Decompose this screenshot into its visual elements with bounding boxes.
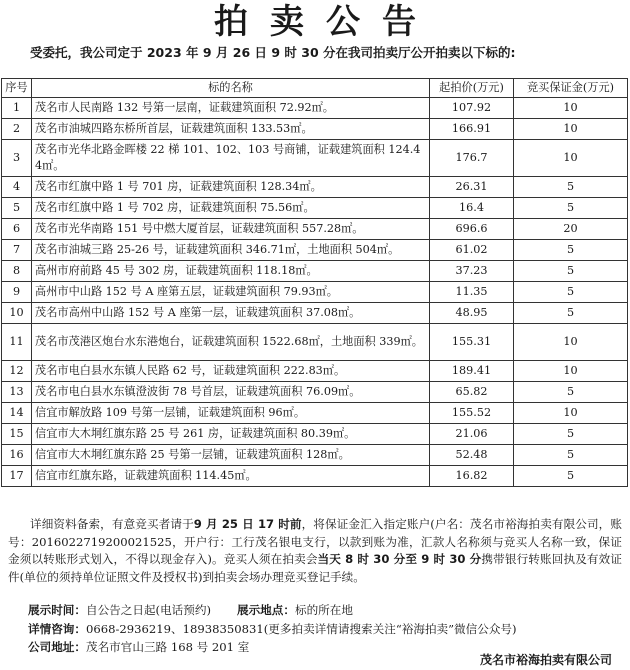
row-name: 信宜市红旗东路，证载建筑面积 114.45㎡。	[32, 466, 430, 487]
row-name: 茂名市电白县水东镇澄波街 78 号首层，证载建筑面积 76.09㎡。	[32, 382, 430, 403]
row-no: 6	[2, 219, 32, 240]
contact-label: 详情咨询：	[28, 622, 86, 636]
row-price: 155.52	[430, 403, 514, 424]
row-no: 11	[2, 324, 32, 361]
display-place-label: 展示地点：	[236, 603, 295, 617]
row-no: 10	[2, 303, 32, 324]
row-price: 21.06	[430, 424, 514, 445]
row-price: 37.23	[430, 261, 514, 282]
address-line	[28, 638, 249, 656]
row-name: 茂名市油城四路东桥所首层，证载建筑面积 133.53㎡。	[32, 119, 430, 140]
row-price: 11.35	[430, 282, 514, 303]
row-deposit: 5	[514, 177, 628, 198]
row-deposit: 5	[514, 382, 628, 403]
intro-text: 受委托，我公司定于 2023 年 9 月 26 日 9 时 30 分在我司拍卖厅公开拍卖以下标的:	[30, 45, 516, 60]
table-row	[2, 403, 628, 424]
row-name: 茂名市光华南路 151 号中燃大厦首层，证载建筑面积 557.28㎡。	[32, 219, 430, 240]
row-no: 2	[2, 119, 32, 140]
address-label: 公司地址：	[28, 640, 86, 654]
header-name: 标的名称	[32, 79, 430, 98]
row-name: 茂名市人民南路 132 号第一层南，证载建筑面积 72.92㎡。	[32, 98, 430, 119]
row-deposit: 5	[514, 240, 628, 261]
contact-value: 0668-2936219、18938350831(更多拍卖详情请搜索关注“裕海拍卖”微信公众号)	[85, 622, 517, 636]
row-no: 8	[2, 261, 32, 282]
table-row	[2, 240, 628, 261]
row-price: 26.31	[430, 177, 514, 198]
row-no: 5	[2, 198, 32, 219]
row-price: 48.95	[430, 303, 514, 324]
row-no: 17	[2, 466, 32, 487]
row-deposit: 10	[514, 140, 628, 177]
row-deposit: 10	[514, 324, 628, 361]
table-row	[2, 424, 628, 445]
row-no: 13	[2, 382, 32, 403]
row-price: 65.82	[430, 382, 514, 403]
row-price: 16.4	[430, 198, 514, 219]
page-title: 拍卖公告	[214, 2, 438, 42]
table-row	[2, 303, 628, 324]
auction-lots-table	[1, 78, 628, 487]
row-name: 高州市府前路 45 号 302 房，证载建筑面积 118.18㎡。	[32, 261, 430, 282]
row-name: 信宜市大木垌红旗东路 25 号 261 房，证载建筑面积 80.39㎡。	[32, 424, 430, 445]
row-price: 696.6	[430, 219, 514, 240]
table-header-row	[2, 79, 628, 98]
notice-text-c: ，将保证金汇入指定账户(户名：茂名市裕海拍卖有限公司，账号：2016022719200021525，开户行：工行茂名银电支行，以款到账为准，汇款人名称须与竞买人名称一致，保证金须以转账形式划入，不得以现金存入)。竞买人须在拍卖会	[8, 517, 622, 566]
row-price: 155.31	[430, 324, 514, 361]
table-row	[2, 382, 628, 403]
table-row	[2, 98, 628, 119]
row-name: 茂名市光华北路金晖楼 22 梯 101、102、103 号商铺，证载建筑面积 124.44㎡。	[32, 140, 430, 177]
row-no: 1	[2, 98, 32, 119]
row-name: 茂名市油城三路 25-26 号，证载建筑面积 346.71㎡，土地面积 504㎡。	[32, 240, 430, 261]
row-price: 16.82	[430, 466, 514, 487]
row-no: 4	[2, 177, 32, 198]
table-row	[2, 282, 628, 303]
row-no: 14	[2, 403, 32, 424]
display-place-value: 标的所在地	[294, 603, 353, 617]
row-deposit: 5	[514, 261, 628, 282]
table-row	[2, 198, 628, 219]
row-no: 15	[2, 424, 32, 445]
row-name: 茂名市红旗中路 1 号 701 房，证载建筑面积 128.34㎡。	[32, 177, 430, 198]
row-deposit: 5	[514, 445, 628, 466]
row-deposit: 20	[514, 219, 628, 240]
table-row	[2, 119, 628, 140]
table-row	[2, 466, 628, 487]
header-no: 序号	[2, 79, 32, 98]
notice-text-e: 携带银行转账回执及有效证件(单位的须持单位证照文件及授权书)到拍卖会场办理竞买登记手续。	[8, 552, 622, 584]
table-row	[2, 324, 628, 361]
row-price: 166.91	[430, 119, 514, 140]
table-row	[2, 361, 628, 382]
row-price: 176.7	[430, 140, 514, 177]
row-deposit: 10	[514, 403, 628, 424]
table-row	[2, 219, 628, 240]
row-price: 52.48	[430, 445, 514, 466]
row-no: 3	[2, 140, 32, 177]
table-row	[2, 261, 628, 282]
display-info-line	[28, 601, 353, 619]
row-no: 12	[2, 361, 32, 382]
row-no: 9	[2, 282, 32, 303]
header-price: 起拍价(万元)	[430, 79, 514, 98]
row-no: 16	[2, 445, 32, 466]
notice-deadline: 9 月 25 日 17 时前	[193, 517, 302, 531]
notice-paragraph	[8, 516, 622, 586]
table-row	[2, 177, 628, 198]
notice-registration-time: 当天 8 时 30 分至 9 时 30 分	[317, 552, 482, 566]
row-name: 高州市中山路 152 号 A 座第五层，证载建筑面积 79.93㎡。	[32, 282, 430, 303]
row-deposit: 5	[514, 198, 628, 219]
row-name: 茂名市茂港区炮台水东港炮台，证载建筑面积 1522.68㎡，土地面积 339㎡。	[32, 324, 430, 361]
row-deposit: 5	[514, 282, 628, 303]
address-value: 茂名市官山三路 168 号 201 室	[85, 640, 250, 654]
row-deposit: 10	[514, 98, 628, 119]
header-deposit: 竞买保证金(万元)	[514, 79, 628, 98]
row-price: 61.02	[430, 240, 514, 261]
row-price: 107.92	[430, 98, 514, 119]
row-deposit: 5	[514, 424, 628, 445]
contact-line	[28, 620, 517, 638]
row-name: 信宜市大木垌红旗东路 25 号第一层铺，证载建筑面积 128㎡。	[32, 445, 430, 466]
row-name: 信宜市解放路 109 号第一层铺，证载建筑面积 96㎡。	[32, 403, 430, 424]
row-deposit: 5	[514, 466, 628, 487]
row-deposit: 5	[514, 303, 628, 324]
display-time-label: 展示时间：	[28, 603, 86, 617]
row-name: 茂名市红旗中路 1 号 702 房，证载建筑面积 75.56㎡。	[32, 198, 430, 219]
table-row	[2, 140, 628, 177]
row-no: 7	[2, 240, 32, 261]
row-name: 茂名市高州中山路 152 号 A 座第一层，证载建筑面积 37.08㎡。	[32, 303, 430, 324]
notice-text-a: 详细资料备索，有意竞买者请于	[30, 517, 194, 531]
company-signature: 茂名市裕海拍卖有限公司	[479, 653, 612, 667]
row-name: 茂名市电白县水东镇人民路 62 号，证载建筑面积 222.83㎡。	[32, 361, 430, 382]
row-deposit: 10	[514, 361, 628, 382]
display-time-value: 自公告之日起(电话预约)	[85, 603, 211, 617]
row-deposit: 10	[514, 119, 628, 140]
table-row	[2, 445, 628, 466]
row-price: 189.41	[430, 361, 514, 382]
